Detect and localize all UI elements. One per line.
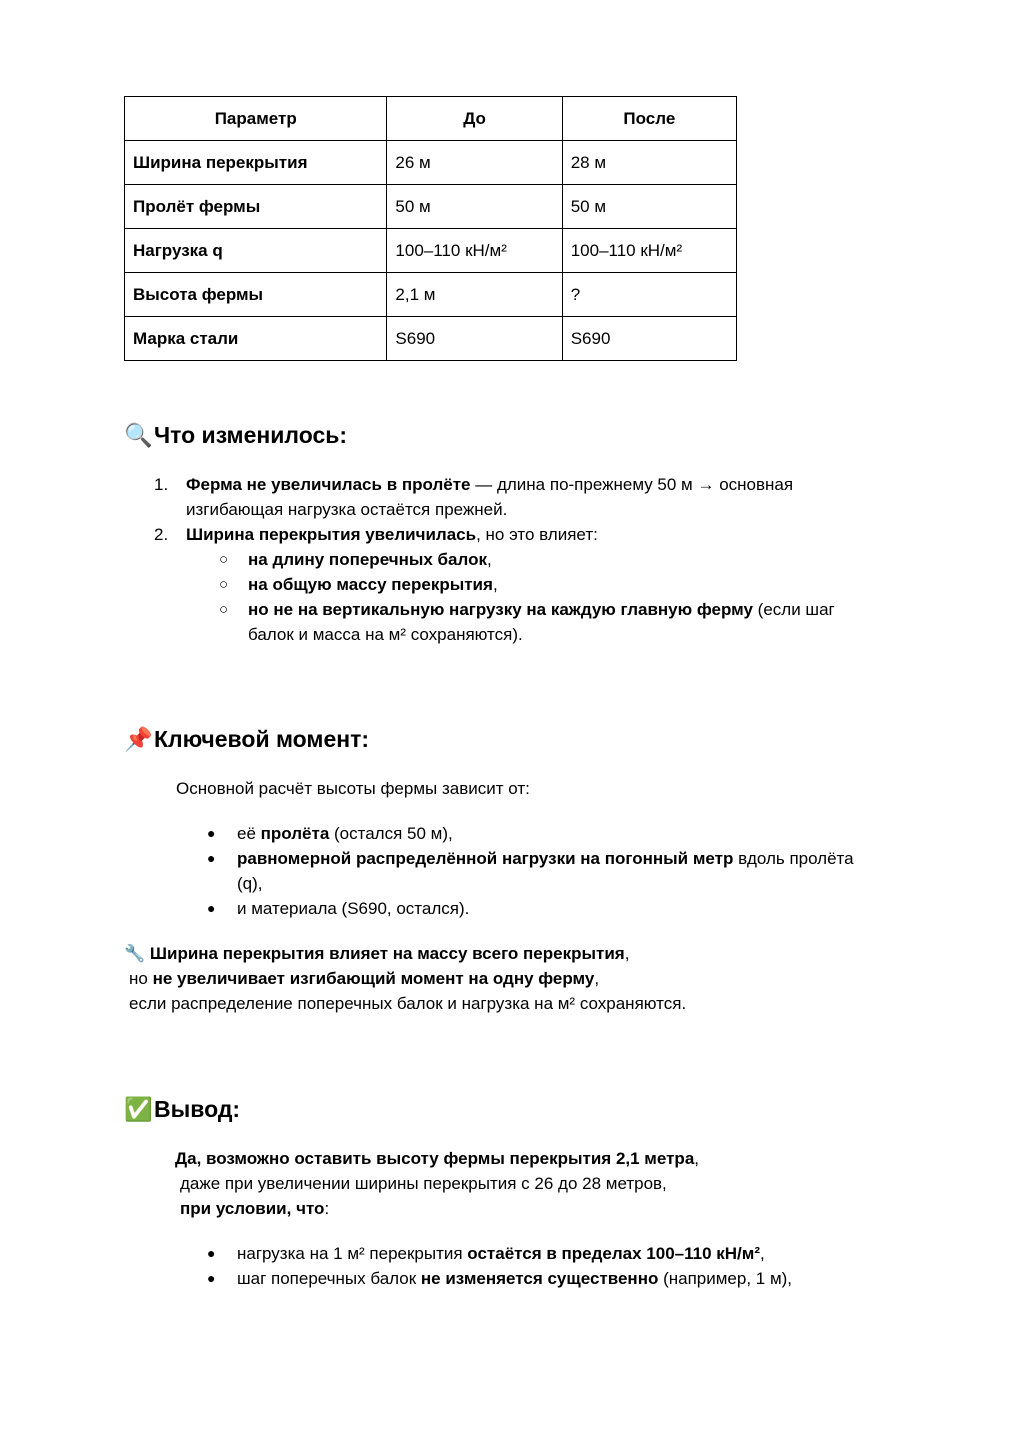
row-label: Нагрузка q <box>125 229 387 273</box>
row-after: S690 <box>562 317 736 361</box>
section-heading-changes <box>124 420 347 450</box>
heading-text: Вывод: <box>154 1096 241 1122</box>
check-mark-icon: ✅ <box>124 1096 153 1122</box>
heading-text: Что изменилось: <box>154 422 348 448</box>
row-before: 50 м <box>387 185 562 229</box>
header-before: До <box>387 97 562 141</box>
conclusion-block: Да, возможно оставить высоту фермы перекрытия 2,1 метра, даже при увеличении ширины перекрытия с 26 до 28 метров, при условии, что: <box>175 1149 700 1218</box>
row-before: 26 м <box>387 141 562 185</box>
row-before: 100–110 кН/м² <box>387 229 562 273</box>
changes-list <box>154 472 874 547</box>
row-after: 100–110 кН/м² <box>562 229 736 273</box>
list-item: ○ на общую массу перекрытия, <box>219 575 498 594</box>
row-label: Пролёт фермы <box>125 185 387 229</box>
list-item: ● шаг поперечных балок не изменяется существенно (например, 1 м), <box>207 1269 793 1288</box>
key-point-list <box>207 821 857 921</box>
section-heading-key-point <box>124 724 369 754</box>
table-row <box>125 229 737 273</box>
conclusion-list-block <box>207 1241 837 1291</box>
table-row <box>125 273 737 317</box>
row-after: 28 м <box>562 141 736 185</box>
list-item: 2. Ширина перекрытия увеличилась, но это влияет: <box>154 525 598 544</box>
row-label: Ширина перекрытия <box>125 141 387 185</box>
row-label: Высота фермы <box>125 273 387 317</box>
row-after: 50 м <box>562 185 736 229</box>
conclusion-list <box>207 1241 837 1291</box>
table-row <box>125 185 737 229</box>
list-item: ● её пролёта (остался 50 м), <box>207 824 453 843</box>
section-heading-conclusion <box>124 1094 240 1124</box>
row-after: ? <box>562 273 736 317</box>
list-item: ● равномерной распределённой нагрузки на погонный метр вдоль пролёта (q), <box>207 849 854 893</box>
list-item: ● и материала (S690, остался). <box>207 899 470 918</box>
key-point-block <box>207 821 857 921</box>
wrench-icon: 🔧 <box>124 944 146 963</box>
changes-list-block <box>154 472 874 647</box>
key-point-note: 🔧 Ширина перекрытия влияет на массу всего перекрытия, но не увеличивает изгибающий момент на одну ферму, если распределение поперечных балок и нагрузка на м² сохраняются. <box>124 944 687 1013</box>
header-parameter: Параметр <box>125 97 387 141</box>
row-before: 2,1 м <box>387 273 562 317</box>
parameters-table <box>124 96 737 361</box>
pushpin-icon: 📌 <box>124 726 153 752</box>
table-header-row <box>125 97 737 141</box>
row-before: S690 <box>387 317 562 361</box>
key-point-intro: Основной расчёт высоты фермы зависит от: <box>176 779 530 798</box>
list-item: ● нагрузка на 1 м² перекрытия остаётся в пределах 100–110 кН/м², <box>207 1244 765 1263</box>
table-row <box>125 141 737 185</box>
list-item: ○ но не на вертикальную нагрузку на каждую главную ферму (если шаг балок и масса на м² сохраняются). <box>219 600 835 644</box>
magnifier-icon: 🔍 <box>124 422 153 448</box>
changes-sublist <box>218 547 848 647</box>
row-label: Марка стали <box>125 317 387 361</box>
list-item: 1. Ферма не увеличилась в пролёте — длина по-прежнему 50 м → основная изгибающая нагрузка остаётся прежней. <box>154 475 794 519</box>
heading-text: Ключевой момент: <box>154 726 370 752</box>
list-item: ○ на длину поперечных балок, <box>219 550 492 569</box>
table-row <box>125 317 737 361</box>
header-after: После <box>562 97 736 141</box>
